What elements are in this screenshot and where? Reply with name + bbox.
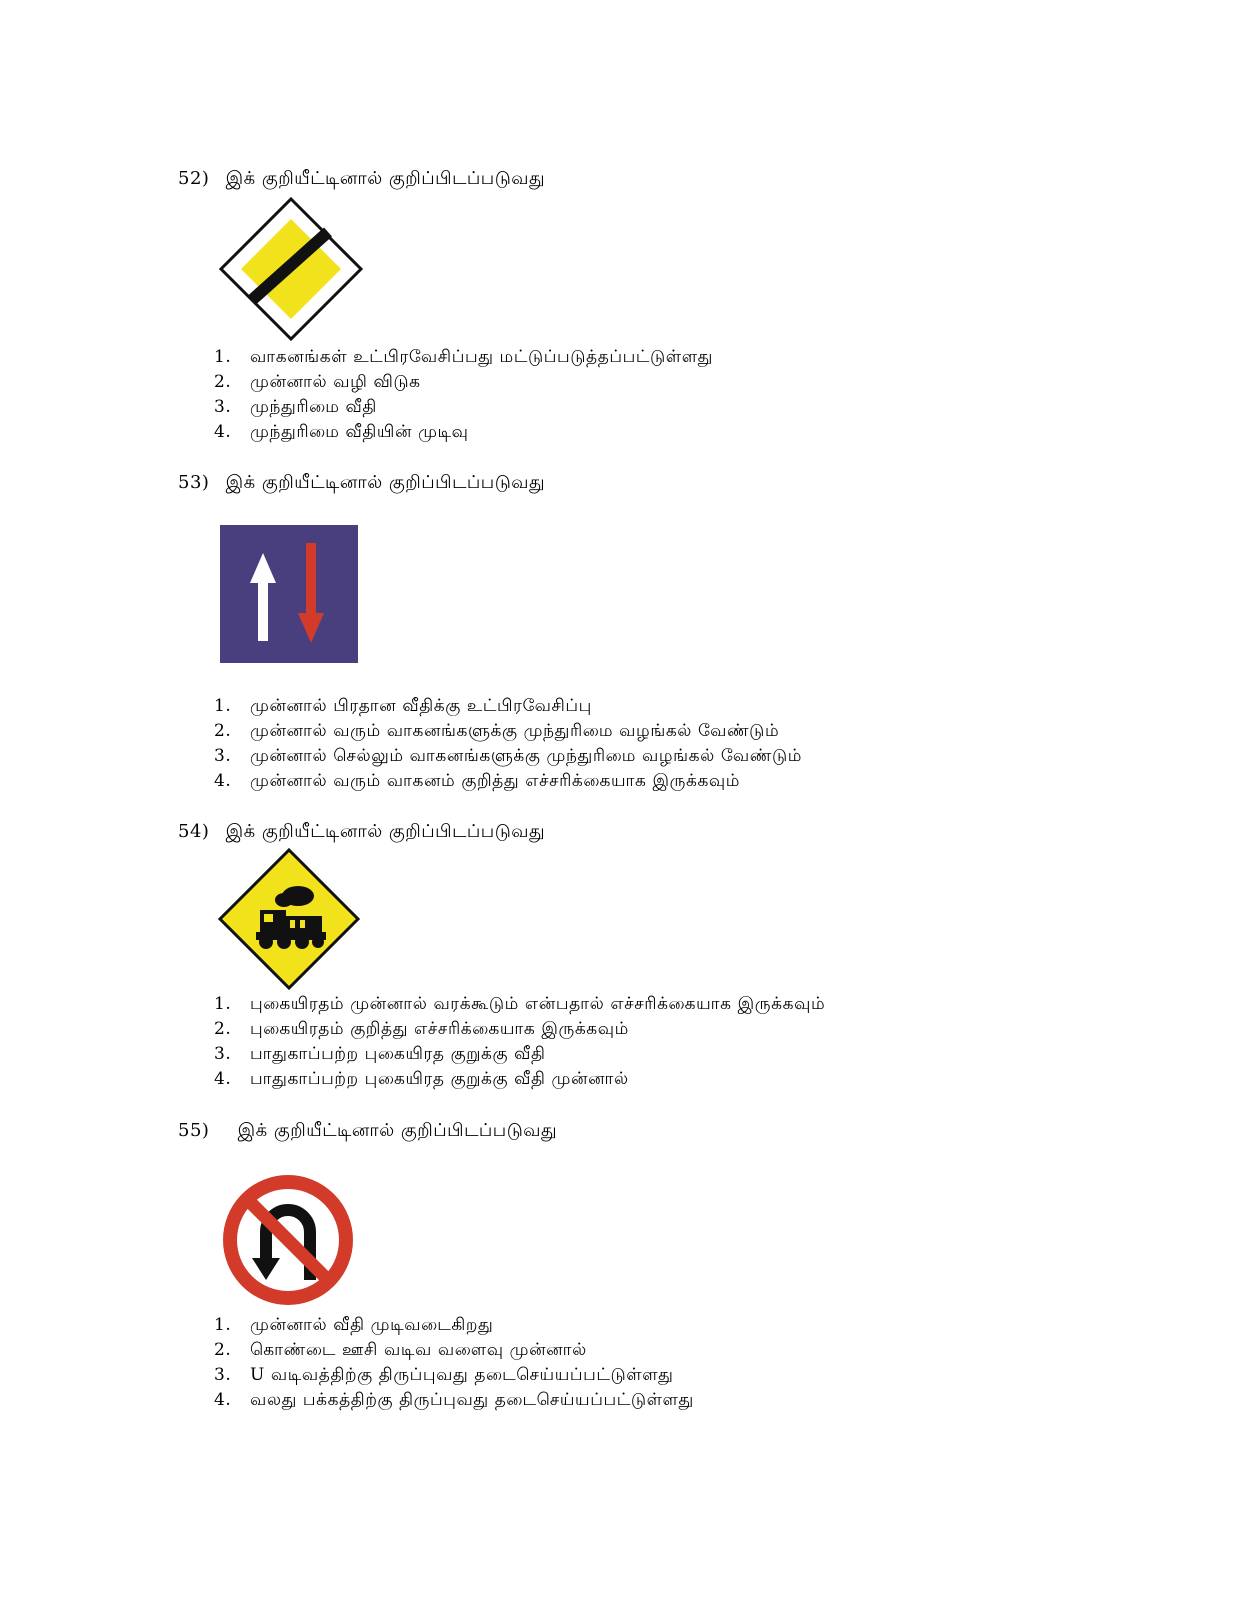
option-4[interactable]: 4. பாதுகாப்பற்ற புகையிரத குறுக்கு வீதி முன்னால் [214,1069,629,1089]
option-2[interactable]: 2. முன்னால் வரும் வாகனங்களுக்கு முந்துரிமை வழங்கல் வேண்டும் [214,721,780,741]
options-list [214,1313,694,1413]
options-list [214,345,713,445]
priority-over-oncoming-sign-icon [218,523,360,665]
option-4[interactable]: 4. முந்துரிமை வீதியின் முடிவு [214,422,469,442]
question-number: 52) [178,168,210,189]
option-4[interactable]: 4. வலது பக்கத்திற்கு திருப்புவது தடைசெய்யப்பட்டுள்ளது [214,1390,694,1410]
question-header [178,821,545,844]
question-header [178,1120,557,1143]
question-prompt: இக் குறியீட்டினால் குறிப்பிடப்படுவது [225,821,546,842]
option-3[interactable]: 3. முன்னால் செல்லும் வாகனங்களுக்கு முந்துரிமை வழங்கல் வேண்டும் [214,746,803,766]
railway-crossing-warning-sign-icon [218,848,360,990]
option-2[interactable]: 2. புகையிரதம் குறித்து எச்சரிக்கையாக இருக்கவும் [214,1019,629,1039]
question-prompt: இக் குறியீட்டினால் குறிப்பிடப்படுவது [225,472,546,493]
option-1[interactable]: 1. முன்னால் பிரதான வீதிக்கு உட்பிரவேசிப்பு [214,696,592,716]
question-number: 53) [178,472,210,493]
question-header [178,472,545,495]
priority-road-end-sign-icon [218,196,364,342]
option-1[interactable]: 1. முன்னால் வீதி முடிவடைகிறது [214,1315,494,1335]
option-2[interactable]: 2. கொண்டை ஊசி வடிவ வளைவு முன்னால் [214,1340,587,1360]
question-number: 55) [178,1120,210,1141]
option-3[interactable]: 3. பாதுகாப்பற்ற புகையிரத குறுக்கு வீதி [214,1044,546,1064]
question-number: 54) [178,821,210,842]
options-list [214,694,802,794]
option-1[interactable]: 1. வாகனங்கள் உட்பிரவேசிப்பது மட்டுப்படுத்தப்பட்டுள்ளது [214,347,713,367]
option-1[interactable]: 1. புகையிரதம் முன்னால் வரக்கூடும் என்பதால் எச்சரிக்கையாக இருக்கவும் [214,994,826,1014]
no-u-turn-sign-icon [218,1170,358,1310]
option-2[interactable]: 2. முன்னால் வழி விடுக [214,372,421,392]
question-prompt: இக் குறியீட்டினால் குறிப்பிடப்படுவது [237,1120,558,1141]
question-header [178,168,545,191]
option-3[interactable]: 3. முந்துரிமை வீதி [214,397,377,417]
options-list [214,992,825,1092]
question-prompt: இக் குறியீட்டினால் குறிப்பிடப்படுவது [225,168,546,189]
option-3[interactable]: 3. U வடிவத்திற்கு திருப்புவது தடைசெய்யப்பட்டுள்ளது [214,1365,674,1385]
option-4[interactable]: 4. முன்னால் வரும் வாகனம் குறித்து எச்சரிக்கையாக இருக்கவும் [214,771,741,791]
